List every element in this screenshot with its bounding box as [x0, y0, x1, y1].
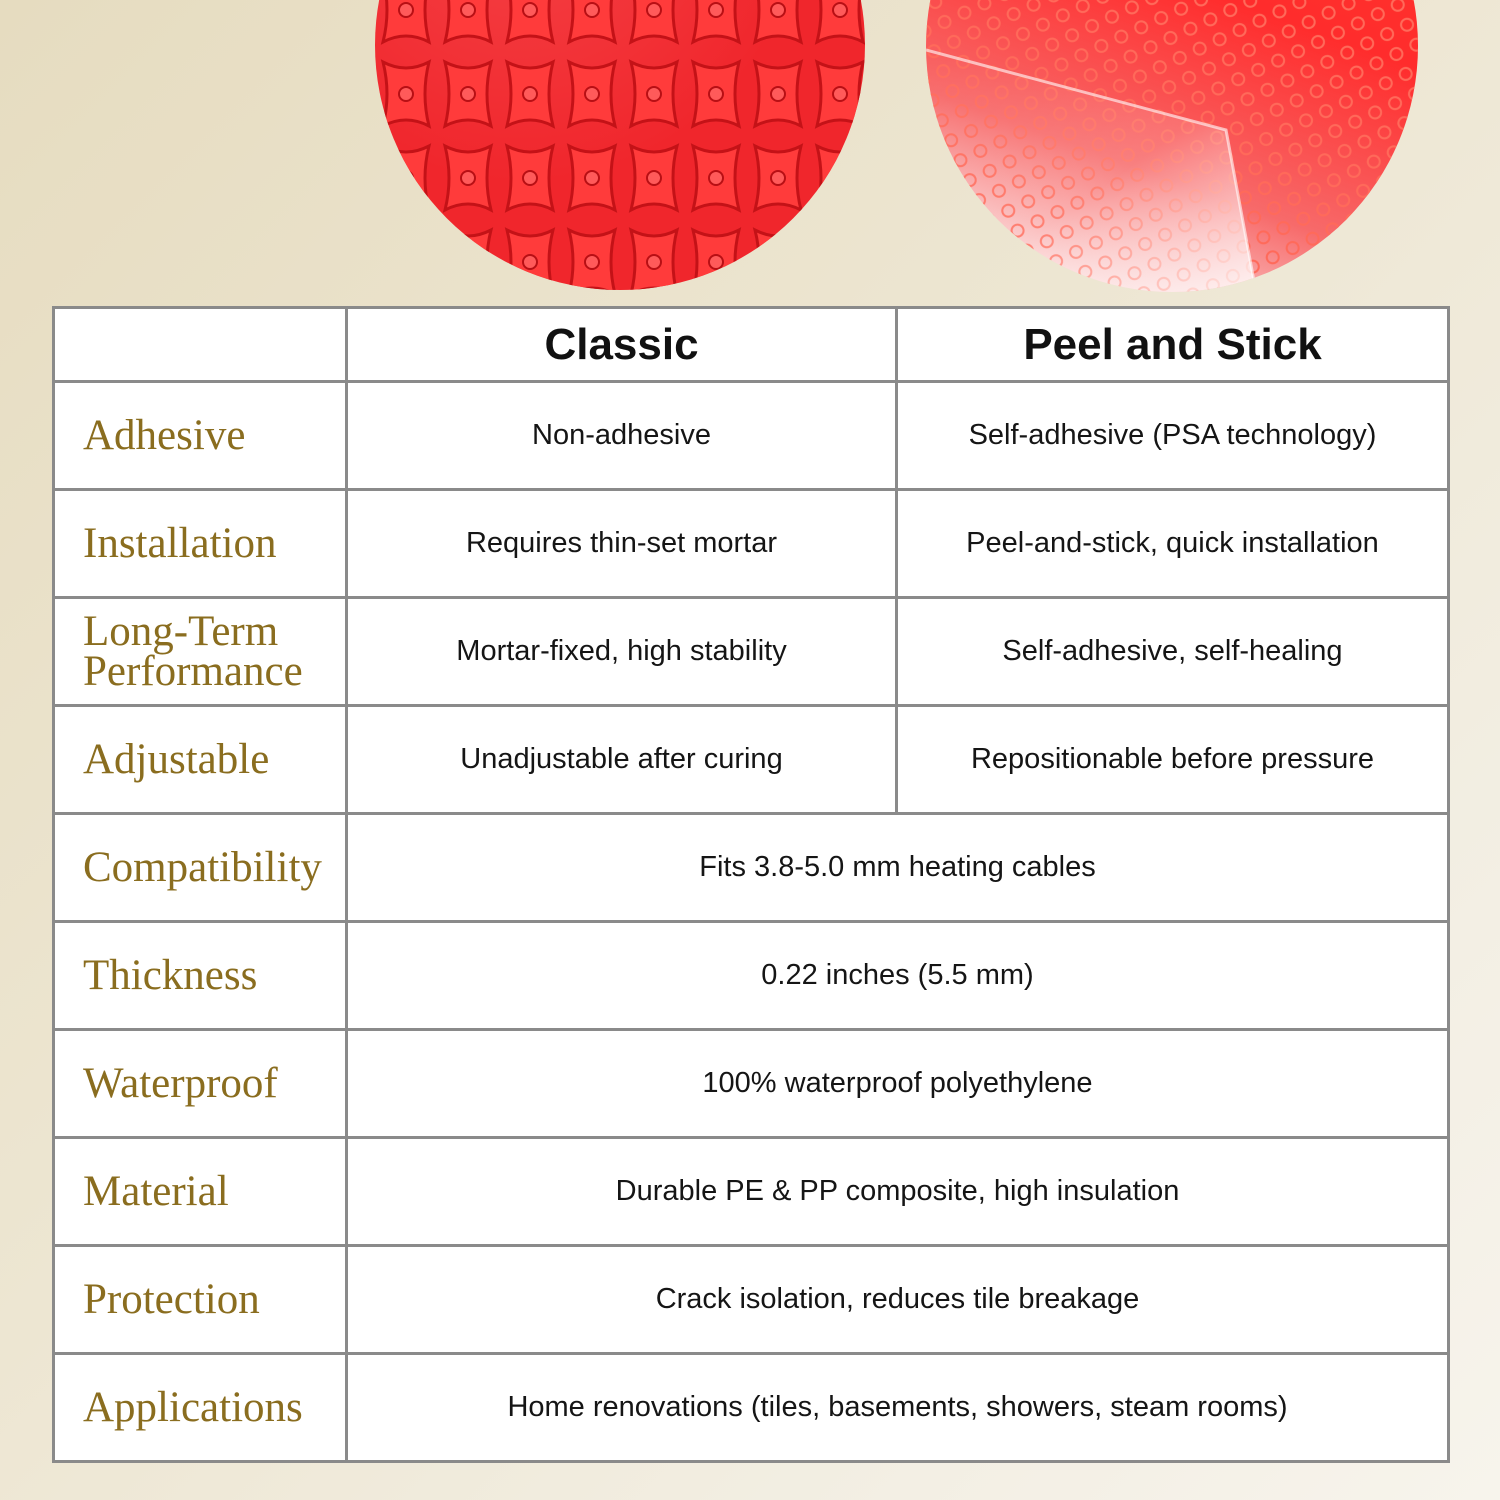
shared-value: 100% waterproof polyethylene	[347, 1030, 1449, 1138]
row-label: Applications	[54, 1354, 347, 1462]
shared-value: Home renovations (tiles, basements, showers, steam rooms)	[347, 1354, 1449, 1462]
row-label: Installation	[54, 490, 347, 598]
table-row	[54, 814, 1449, 922]
row-label: Material	[54, 1138, 347, 1246]
peel-value: Peel-and-stick, quick installation	[897, 490, 1449, 598]
table-row	[54, 1354, 1449, 1462]
shared-value: Crack isolation, reduces tile breakage	[347, 1246, 1449, 1354]
row-label: Adjustable	[54, 706, 347, 814]
table-row	[54, 1030, 1449, 1138]
table-row	[54, 922, 1449, 1030]
table-row	[54, 490, 1449, 598]
classic-stud-pattern	[375, 0, 865, 290]
row-label: Thickness	[54, 922, 347, 1030]
classic-membrane-photo	[375, 0, 865, 290]
row-label: Adhesive	[54, 382, 347, 490]
shared-value: Durable PE & PP composite, high insulation	[347, 1138, 1449, 1246]
peel-value: Self-adhesive, self-healing	[897, 598, 1449, 706]
classic-value: Requires thin-set mortar	[347, 490, 897, 598]
shared-value: Fits 3.8-5.0 mm heating cables	[347, 814, 1449, 922]
peel-and-stick-membrane-photo	[926, 0, 1418, 292]
peel-value: Self-adhesive (PSA technology)	[897, 382, 1449, 490]
comparison-table	[52, 306, 1450, 1463]
classic-value: Mortar-fixed, high stability	[347, 598, 897, 706]
table-row	[54, 1246, 1449, 1354]
row-label: Long-Term Performance	[54, 598, 347, 706]
row-label: Protection	[54, 1246, 347, 1354]
table-row	[54, 1138, 1449, 1246]
header-row	[54, 308, 1449, 382]
peel-value: Repositionable before pressure	[897, 706, 1449, 814]
classic-value: Unadjustable after curing	[347, 706, 897, 814]
row-label: Waterproof	[54, 1030, 347, 1138]
header-empty-cell	[54, 308, 347, 382]
header-classic: Classic	[347, 308, 897, 382]
shared-value: 0.22 inches (5.5 mm)	[347, 922, 1449, 1030]
table-row	[54, 382, 1449, 490]
table-row	[54, 706, 1449, 814]
peel-film-pattern	[926, 0, 1418, 292]
table-row	[54, 598, 1449, 706]
header-peel-and-stick: Peel and Stick	[897, 308, 1449, 382]
classic-value: Non-adhesive	[347, 382, 897, 490]
row-label: Compatibility	[54, 814, 347, 922]
